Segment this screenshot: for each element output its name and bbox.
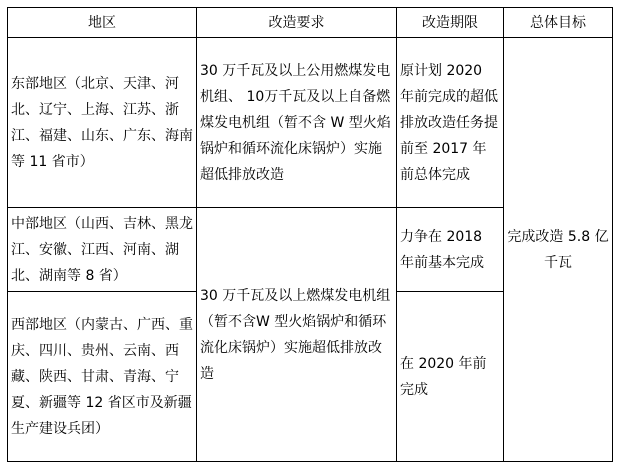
header-goal: 总体目标 [504,8,613,38]
header-region: 地区 [8,8,197,38]
period-east-text: 原计划 2020 年前完成的超低排放改造任务提前至 2017 年前总体完成 [400,62,498,183]
requirement-central-west-text: 30 万千瓦及以上燃煤发电机组（暂不含W 型火焰锅炉和循环流化床锅炉）实施超低排放改造 [200,287,391,382]
period-west-text: 在 2020 年前完成 [400,355,487,398]
region-central [8,208,197,292]
region-central-text: 中部地区（山西、吉林、黑龙江、安徽、江西、河南、湖北、湖南等 8 省） [11,215,193,284]
region-east [8,38,197,208]
period-central [397,208,504,292]
table-row-east [8,38,613,208]
period-east [397,38,504,208]
table-header-row [8,8,613,38]
requirement-central-west [197,208,397,462]
period-west [397,292,504,462]
region-east-text: 东部地区（北京、天津、河北、辽宁、上海、江苏、浙江、福建、山东、广东、海南等 11 省市） [11,75,193,170]
header-period: 改造期限 [397,8,504,38]
requirement-east [197,38,397,208]
header-requirement: 改造要求 [197,8,397,38]
region-west [8,292,197,462]
requirement-east-text: 30 万千瓦及以上公用燃煤发电机组、 10万千瓦及以上自备燃煤发电机组（暂不含 W 型火焰锅炉和循环流化床锅炉）实施超低排放改造 [200,62,391,183]
overall-goal [504,38,613,462]
period-central-text: 力争在 2018 年前基本完成 [400,228,484,271]
region-west-text: 西部地区（内蒙古、广西、重庆、四川、贵州、云南、西藏、陕西、甘肃、青海、宁夏、新疆等 12 省区市及新疆生产建设兵团） [11,316,193,437]
overall-goal-text: 完成改造 5.8 亿千瓦 [507,228,609,271]
emission-retrofit-table [7,7,613,462]
